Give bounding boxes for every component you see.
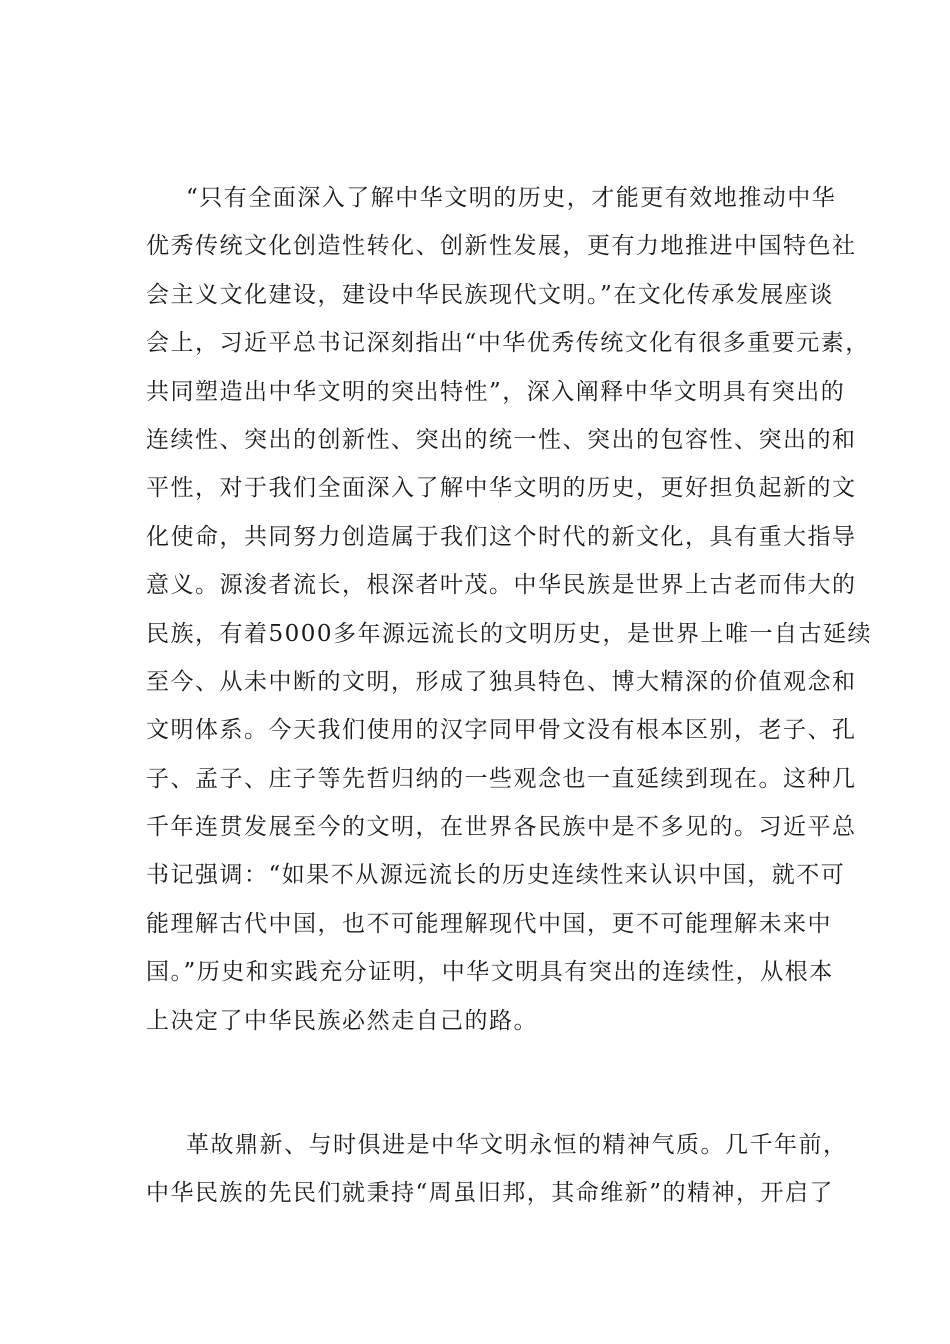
paragraph-2 [146,1121,848,1218]
paragraph-line: 文明体系。今天我们使用的汉字同甲骨文没有根本区别，老子、孔 [146,717,857,744]
paragraph-line: 书记强调：“如果不从源远流长的历史连续性来认识中国，就不可 [146,862,846,889]
paragraph-1 [146,174,873,1045]
paragraph-line: 中华民族的先民们就秉持“周虽旧邦，其命维新”的精神，开启了 [146,1180,835,1207]
paragraph-line: 化使命，共同努力创造属于我们这个时代的新文化，具有重大指导 [146,523,857,550]
paragraph-line: 民族，有着5000多年源远流长的文明历史，是世界上唯一自古延续 [146,620,873,647]
paragraph-line: 子、孟子、庄子等先哲归纳的一些观念也一直延续到现在。这种几 [146,765,857,792]
paragraph-line: 千年连贯发展至今的文明，在世界各民族中是不多见的。习近平总 [146,814,857,841]
paragraph-line: 会主义文化建设，建设中华民族现代文明。”在文化传承发展座谈 [146,281,834,308]
paragraph-line: 优秀传统文化创造性转化、创新性发展，更有力地推进中国特色社 [146,233,857,260]
paragraph-line: 共同塑造出中华文明的突出特性”，深入阐释中华文明具有突出的 [146,378,846,405]
paragraph-line: 平性，对于我们全面深入了解中华文明的历史，更好担负起新的文 [146,475,857,502]
paragraph-line: 意义。源浚者流长，根深者叶茂。中华民族是世界上古老而伟大的 [146,572,857,599]
paragraph-line: 革故鼎新、与时俱进是中华文明永恒的精神气质。几千年前， [186,1132,848,1158]
paragraph-line: 至今、从未中断的文明，形成了独具特色、博大精深的价值观念和 [146,668,857,695]
paragraph-line: 会上，习近平总书记深刻指出“中华优秀传统文化有很多重要元素， [146,330,870,357]
paragraph-line: “只有全面深入了解中华文明的历史，才能更有效地推动中华 [186,185,837,211]
paragraph-line: 国。”历史和实践充分证明，中华文明具有突出的连续性，从根本 [146,959,834,986]
paragraph-line: 连续性、突出的创新性、突出的统一性、突出的包容性、突出的和 [146,426,857,453]
paragraph-line: 能理解古代中国，也不可能理解现代中国，更不可能理解未来中 [146,910,832,937]
paragraph-line: 上决定了中华民族必然走自己的路。 [146,1007,538,1034]
